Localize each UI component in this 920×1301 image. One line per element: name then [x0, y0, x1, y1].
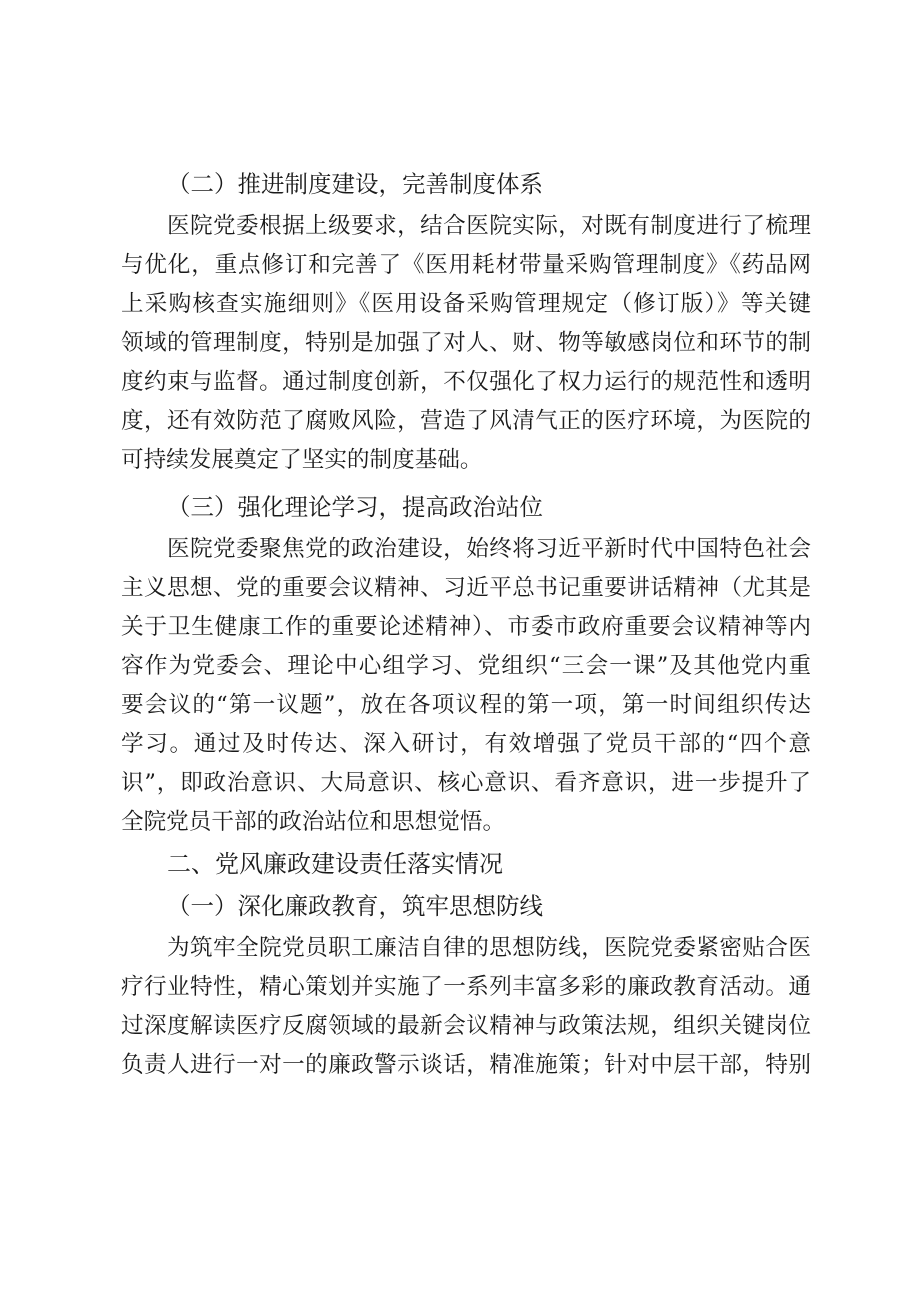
paragraph-line: 主义思想、党的重要会议精神、习近平总书记重要讲话精神（尤其是	[121, 575, 811, 601]
paragraph-line: 关于卫生健康工作的重要论述精神）、市委市政府重要会议精神等内	[121, 614, 811, 640]
paragraph-line: 过深度解读医疗反腐领域的最新会议精神与政策法规，组织关键岗位	[121, 1013, 811, 1039]
paragraph-line: 为筑牢全院党员职工廉洁自律的思想防线，医院党委紧密贴合医	[167, 935, 811, 961]
paragraph-theory-study	[121, 530, 811, 842]
paragraph-line: 识”，即政治意识、大局意识、核心意识、看齐意识，进一步提升了	[121, 770, 811, 796]
paragraph-line: 容作为党委会、理论中心组学习、党组织“三会一课”及其他党内重	[121, 653, 811, 679]
paragraph-line: 要会议的“第一议题”，放在各项议程的第一项，第一时间组织传达	[121, 692, 811, 718]
paragraph-system-building	[121, 207, 811, 480]
paragraph-line: 疗行业特性，精心策划并实施了一系列丰富多彩的廉政教育活动。通	[121, 974, 811, 1000]
section-heading-integrity-education: （一）深化廉政教育，筑牢思想防线	[167, 892, 543, 920]
paragraph-line: 可持续发展奠定了坚实的制度基础。	[121, 447, 483, 473]
paragraph-line: 负责人进行一对一的廉政警示谈话，精准施策；针对中层干部，特别	[121, 1052, 811, 1078]
paragraph-integrity-education	[121, 929, 811, 1085]
paragraph-line: 上采购核查实施细则》《医用设备采购管理规定（修订版）》等关键	[121, 291, 811, 317]
section-heading-system-building: （二）推进制度建设，完善制度体系	[167, 170, 543, 198]
paragraph-line: 医院党委聚焦党的政治建设，始终将习近平新时代中国特色社会	[167, 536, 811, 562]
document-body	[121, 165, 811, 1085]
paragraph-line: 度约束与监督。通过制度创新，不仅强化了权力运行的规范性和透明	[121, 369, 811, 395]
paragraph-line: 医院党委根据上级要求，结合医院实际，对既有制度进行了梳理	[167, 213, 811, 239]
section-heading-theory-study: （三）强化理论学习，提高政治站位	[167, 493, 543, 521]
paragraph-line: 度，还有效防范了腐败风险，营造了风清气正的医疗环境，为医院的	[121, 408, 811, 434]
paragraph-line: 领域的管理制度，特别是加强了对人、财、物等敏感岗位和环节的制	[121, 330, 811, 356]
paragraph-line: 全院党员干部的政治站位和思想觉悟。	[121, 809, 506, 835]
paragraph-line: 与优化，重点修订和完善了《医用耗材带量采购管理制度》《药品网	[121, 252, 811, 278]
paragraph-line: 学习。通过及时传达、深入研讨，有效增强了党员干部的“四个意	[121, 731, 811, 757]
section-heading-party-conduct: 二、党风廉政建设责任落实情况	[167, 850, 503, 878]
